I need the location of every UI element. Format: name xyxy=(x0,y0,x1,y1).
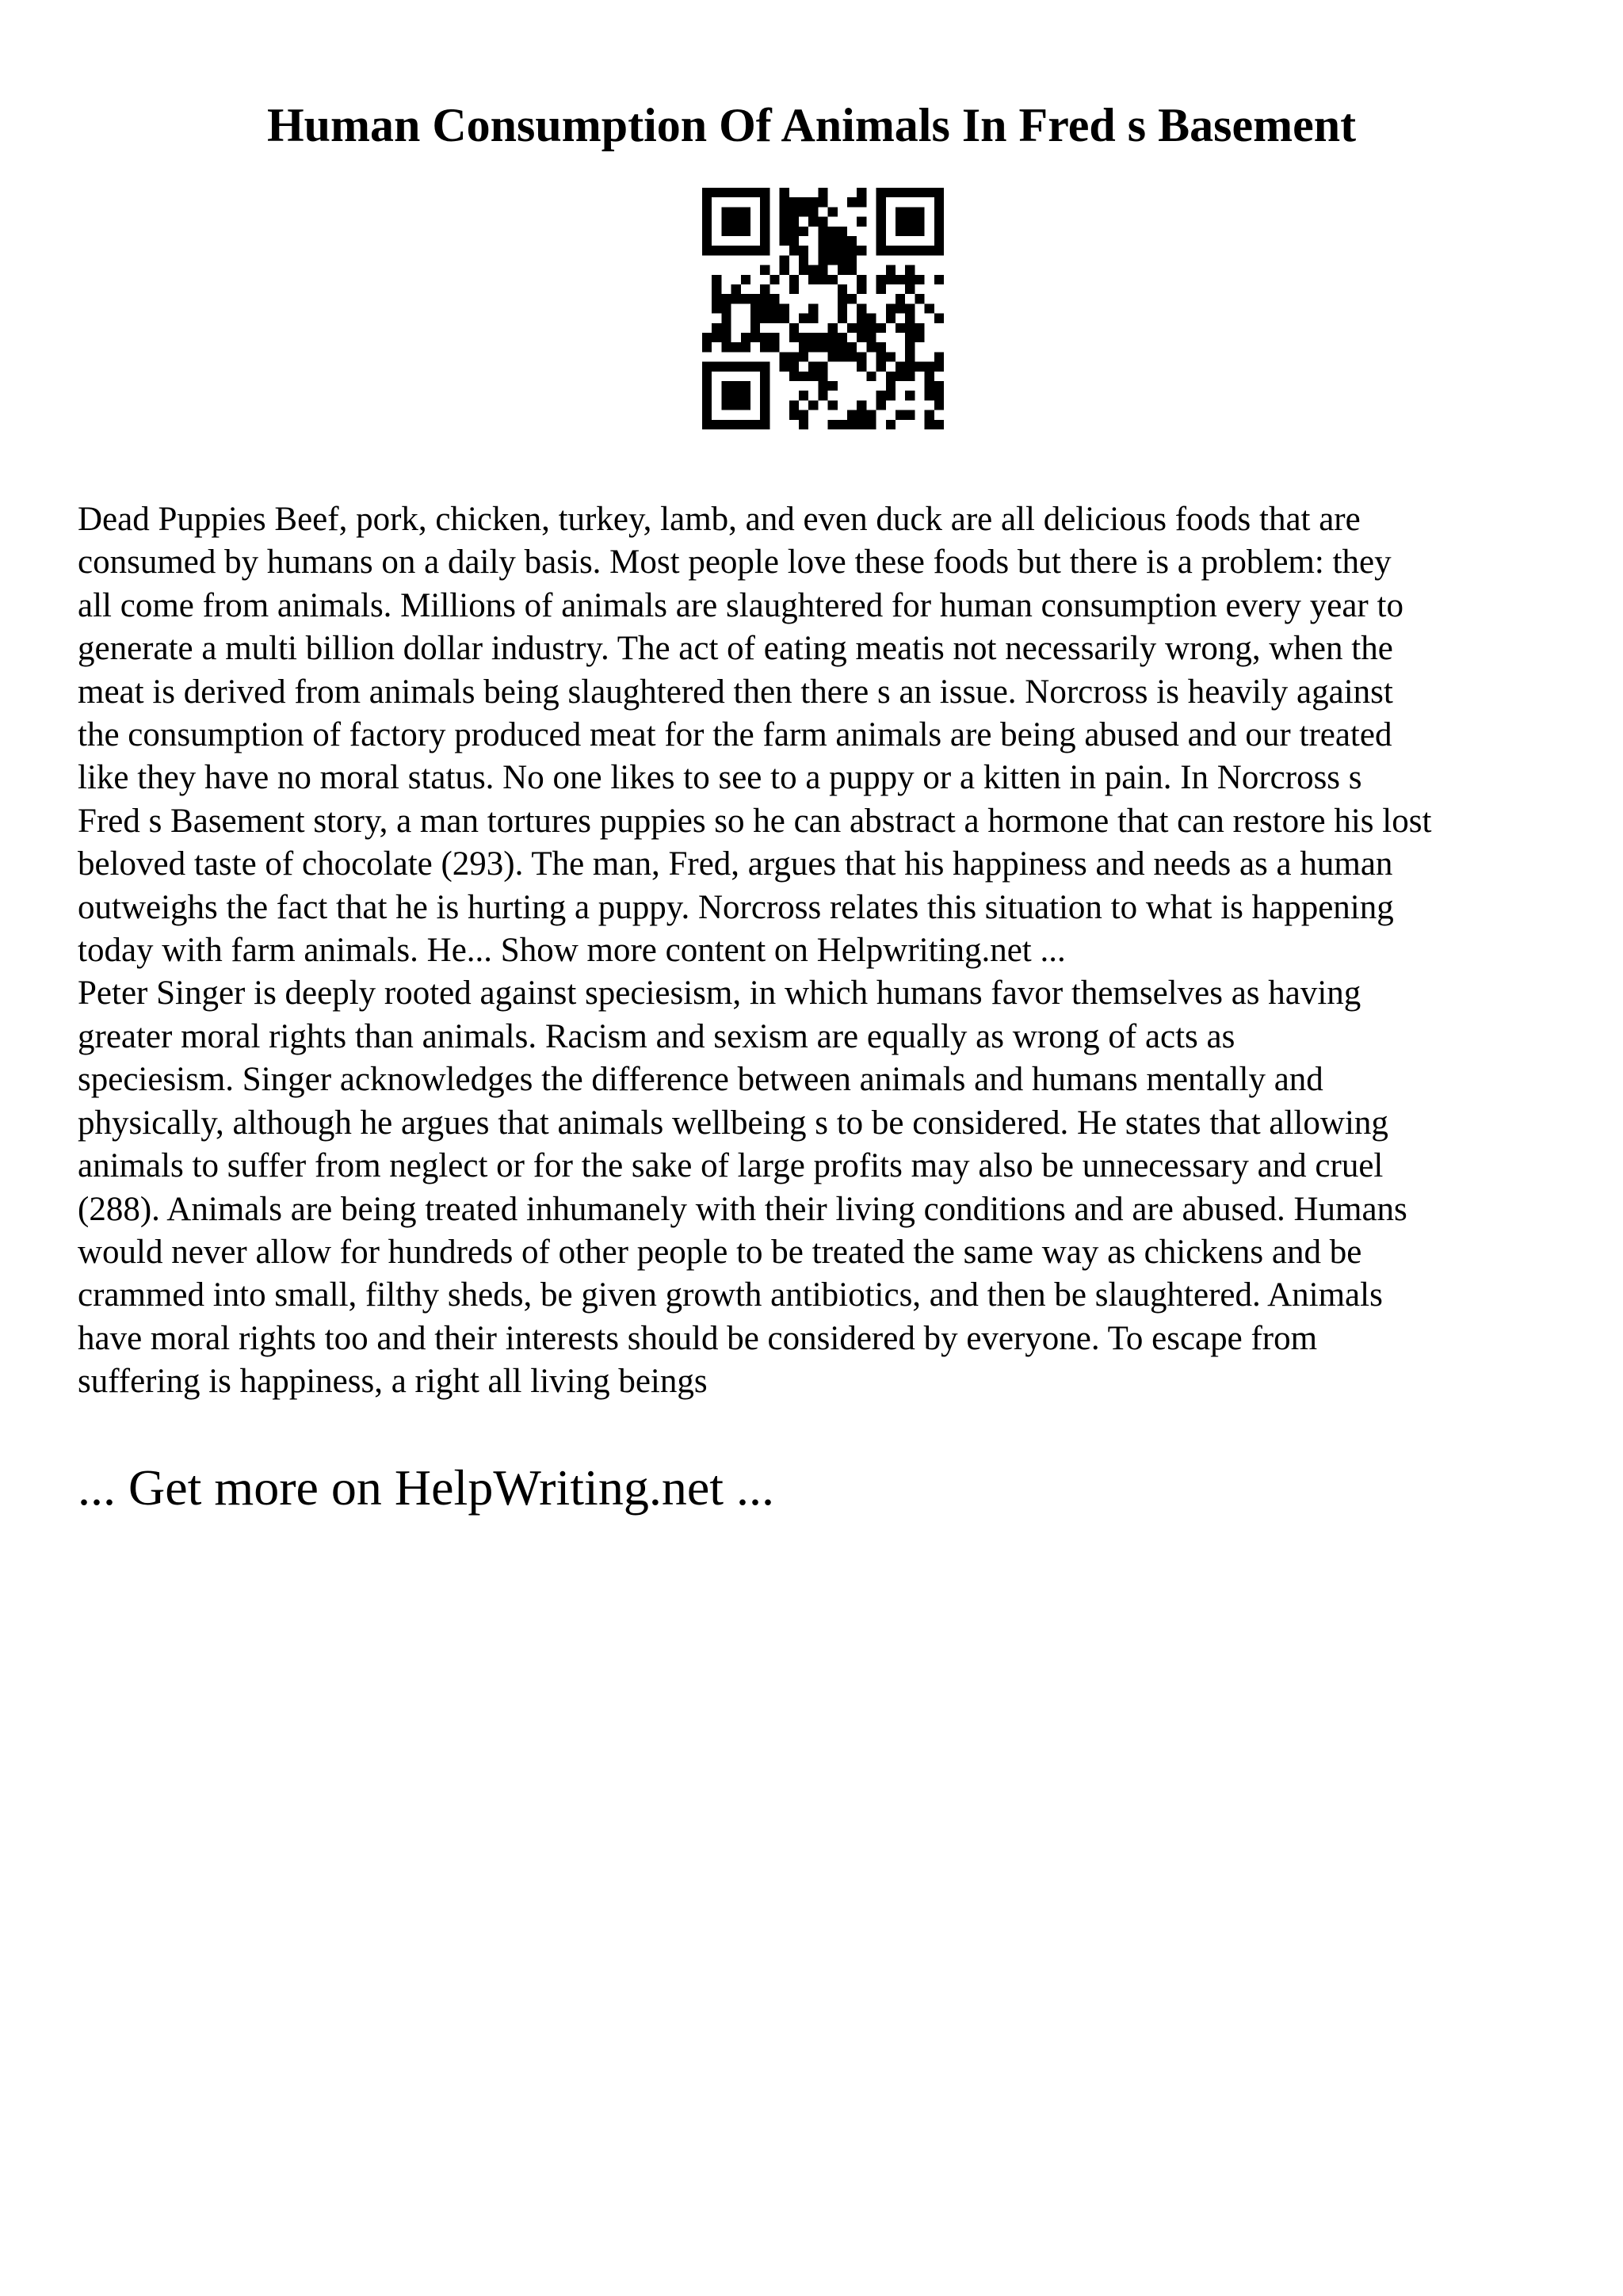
article-body xyxy=(78,498,1568,1404)
page-title: Human Consumption Of Animals In Fred s Basement xyxy=(266,99,1357,151)
qr-code-icon xyxy=(702,188,944,429)
get-more-link[interactable]: ... Get more on HelpWriting.net ... xyxy=(78,1459,774,1516)
paragraph-2: Peter Singer is deeply rooted against speciesism, in which humans favor themselves as having greater moral rights than animals. Racism and sexism are equally as wrong of acts as speciesism. Singer acknowledges the difference between animals and humans mentally and physically, although he argues that animals wellbeing s to be considered. He states that allowing animals to suffer from neglect or for the sake of large profits may also be unnecessary and cruel (288). Animals are being treated inhumanely with their living conditions and are abused. Humans would never allow for hundreds of other people to be treated the same way as chickens and be crammed into small, filthy sheds, be given growth antibiotics, and then be slaughtered. Animals have moral rights too and their interests should be considered by everyone. To escape from suffering is happiness, a right all living beings xyxy=(78,974,1407,1401)
paragraph-1: Dead Puppies Beef, pork, chicken, turkey, lamb, and even duck are all delicious foods that are consumed by humans on a daily basis. Most people love these foods but there is a problem: they all come from animals. Millions of animals are slaughtered for human consumption every year to generate a multi billion dollar industry. The act of eating meatis not necessarily wrong, when the meat is derived from animals being slaughtered then there s an issue. Norcross is heavily against the consumption of factory produced meat for the farm animals are being abused and our treated like they have no moral status. No one likes to see to a puppy or a kitten in pain. In Norcross s Fred s Basement story, a man tortures puppies so he can abstract a hormone that can restore his lost beloved taste of chocolate (293). The man, Fred, argues that his happiness and needs as a human outweighs the fact that he is hurting a puppy. Norcross relates this situation to what is happening today with farm animals. He... Show more content on Helpwriting.net ... xyxy=(78,501,1432,970)
